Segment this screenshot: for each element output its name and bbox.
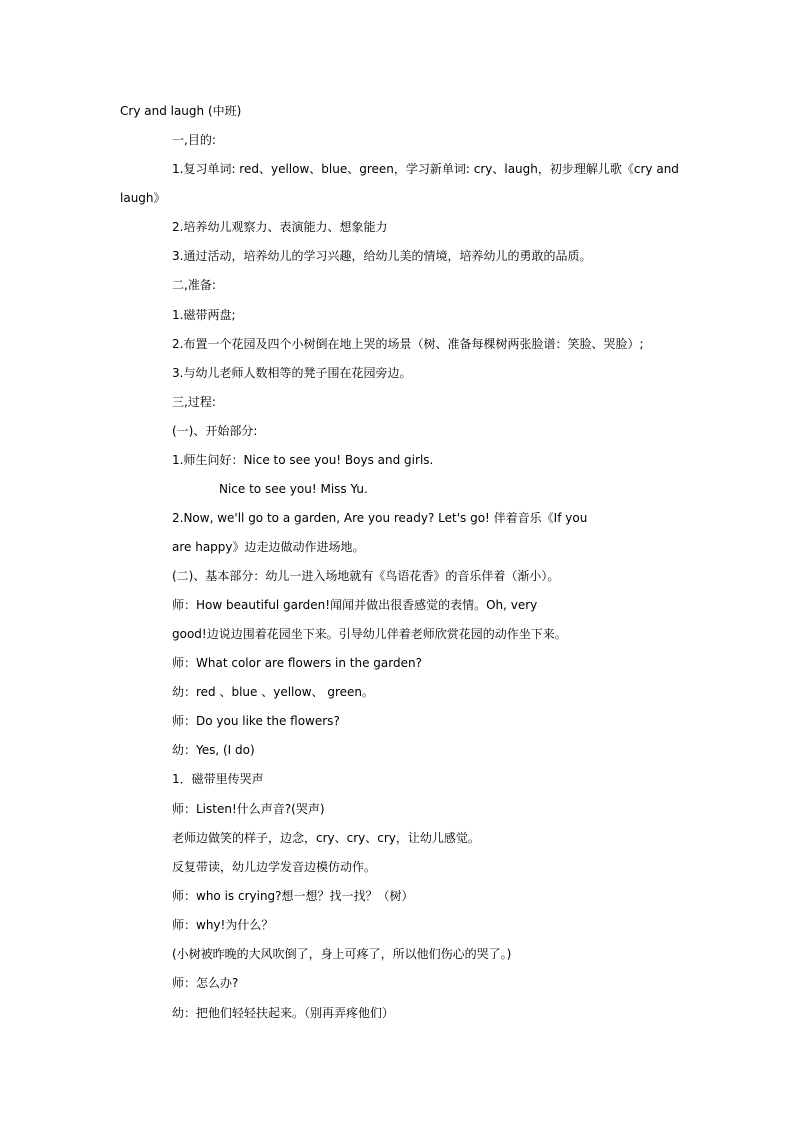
paragraph-line: 2.Now, we'll go to a garden, Are you ready? Let's go! 伴着音乐《If you — [172, 511, 588, 525]
paragraph-line: good!边说边围着花园坐下来。引导幼儿伴着老师欣赏花园的动作坐下来。 — [172, 627, 567, 641]
section-heading-preparation: 二,准备: — [172, 278, 216, 292]
paragraph-line: 2.培养幼儿观察力、表演能力、想象能力 — [172, 220, 388, 234]
paragraph-line: 师：Do you like the flowers? — [172, 714, 340, 728]
section-heading-goals: 一,目的: — [172, 133, 216, 147]
paragraph-line: 3.与幼儿老师人数相等的凳子围在花园旁边。 — [172, 366, 412, 380]
paragraph-line: 幼：red 、blue 、yellow、 green。 — [172, 685, 375, 699]
paragraph-line: laugh》 — [120, 191, 166, 205]
paragraph-line: Nice to see you! Miss Yu. — [219, 482, 368, 496]
paragraph-line: 幼：Yes, (I do) — [172, 743, 255, 757]
section-heading-process: 三,过程: — [172, 395, 216, 409]
paragraph-line: 师：What color are flowers in the garden? — [172, 656, 422, 670]
paragraph-line: 1.磁带两盘; — [172, 308, 236, 322]
paragraph-line: 师：How beautiful garden!闻闻并做出很香感觉的表情。Oh, very — [172, 598, 538, 612]
paragraph-line: 幼：把他们轻轻扶起来。（别再弄疼他们） — [172, 1006, 395, 1020]
subsection-heading: (一)、开始部分: — [172, 424, 258, 438]
paragraph-line: 2.布置一个花园及四个小树倒在地上哭的场景（树、准备每棵树两张脸谱：笑脸、哭脸）; — [172, 337, 644, 351]
paragraph-line: 反复带读，幼儿边学发音边模仿动作。 — [172, 860, 377, 874]
paragraph-line: are happy》边走边做动作进场地。 — [172, 540, 365, 554]
paragraph-line: 师：怎么办? — [172, 976, 239, 990]
paragraph-line: 师：why!为什么？ — [172, 918, 274, 932]
paragraph-line: 1.复习单词: red、yellow、blue、green，学习新单词: cry、laugh，初步理解儿歌《cry and — [172, 162, 679, 176]
paragraph-line: 师：who is crying?想一想？找一找？（树） — [172, 889, 414, 903]
paragraph-line: 3.通过活动，培养幼儿的学习兴趣，给幼儿美的情境，培养幼儿的勇敢的品质。 — [172, 249, 592, 263]
paragraph-line: (小树被昨晚的大风吹倒了，身上可疼了，所以他们伤心的哭了。) — [172, 947, 512, 961]
paragraph-line: 老师边做笑的样子，边念，cry、cry、cry，让幼儿感觉。 — [172, 831, 480, 845]
paragraph-line: 1．磁带里传哭声 — [172, 772, 264, 786]
paragraph-line: 师：Listen!什么声音?(哭声) — [172, 802, 325, 816]
document-title: Cry and laugh (中班) — [120, 104, 242, 118]
paragraph-line: 1.师生问好：Nice to see you! Boys and girls. — [172, 453, 434, 467]
subsection-heading: (二)、基本部分：幼儿一进入场地就有《鸟语花香》的音乐伴着（渐小）。 — [172, 569, 560, 583]
